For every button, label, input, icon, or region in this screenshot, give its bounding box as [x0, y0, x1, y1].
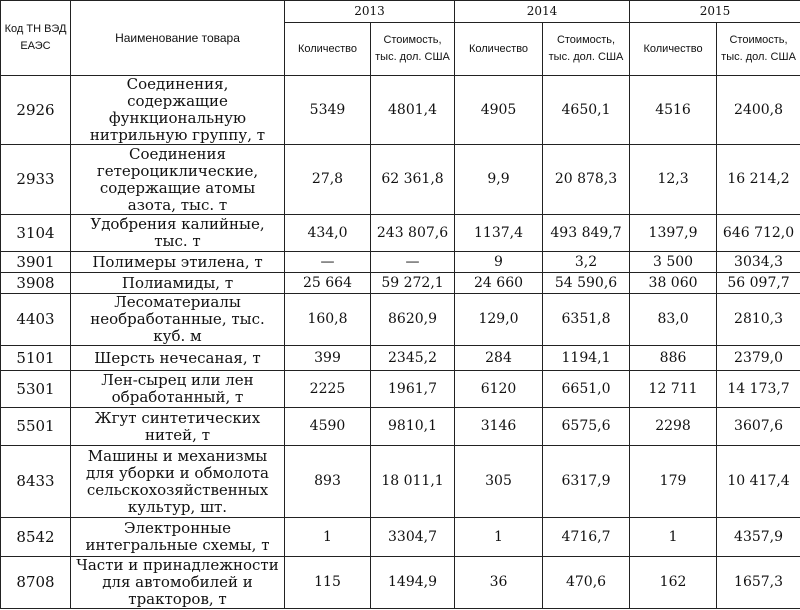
cell-code: 8542	[1, 518, 71, 557]
cell-qty-2014: 305	[455, 446, 543, 518]
cell-cost-2013: 9810,1	[371, 408, 455, 446]
cell-cost-2013: 2345,2	[371, 346, 455, 371]
cell-cost-2013: 4801,4	[371, 76, 455, 145]
cell-cost-2013: 1961,7	[371, 371, 455, 408]
cell-code: 4403	[1, 294, 71, 346]
cell-cost-2014: 20 878,3	[543, 145, 630, 215]
cell-cost-2015: 1657,3	[717, 557, 800, 609]
cell-qty-2014: 9,9	[455, 145, 543, 215]
cell-name: Электронные интегральные схемы, т	[71, 518, 285, 557]
cell-cost-2013: 59 272,1	[371, 273, 455, 294]
table-row	[1, 408, 800, 446]
cell-code: 8433	[1, 446, 71, 518]
header-year-2014: 2014	[455, 1, 630, 23]
cell-qty-2014: 3146	[455, 408, 543, 446]
cell-cost-2014: 470,6	[543, 557, 630, 609]
cell-qty-2014: 9	[455, 252, 543, 273]
cell-cost-2013: 62 361,8	[371, 145, 455, 215]
cell-cost-2014: 493 849,7	[543, 215, 630, 252]
cell-cost-2015: 10 417,4	[717, 446, 800, 518]
cell-code: 5301	[1, 371, 71, 408]
cell-qty-2015: 1	[630, 518, 717, 557]
cell-name: Соединения, содержащие функциональную нитрильную группу, т	[71, 76, 285, 145]
table-row	[1, 518, 800, 557]
header-qty: Количество	[455, 23, 543, 76]
header-cost: Стоимость, тыс. дол. США	[543, 23, 630, 76]
cell-qty-2013: 5349	[285, 76, 371, 145]
cell-cost-2013: —	[371, 252, 455, 273]
cell-name: Машины и механизмы для уборки и обмолота сельскохозяйственных культур, шт.	[71, 446, 285, 518]
cell-qty-2014: 24 660	[455, 273, 543, 294]
cell-qty-2015: 83,0	[630, 294, 717, 346]
cell-name: Жгут синтетических нитей, т	[71, 408, 285, 446]
cell-code: 2933	[1, 145, 71, 215]
cell-code: 3908	[1, 273, 71, 294]
table-row	[1, 145, 800, 215]
cell-qty-2013: 2225	[285, 371, 371, 408]
cell-qty-2014: 1	[455, 518, 543, 557]
cell-cost-2013: 243 807,6	[371, 215, 455, 252]
cell-cost-2015: 3607,6	[717, 408, 800, 446]
cell-qty-2015: 2298	[630, 408, 717, 446]
table-row	[1, 446, 800, 518]
cell-qty-2014: 1137,4	[455, 215, 543, 252]
cell-cost-2013: 1494,9	[371, 557, 455, 609]
table-row	[1, 215, 800, 252]
table-row	[1, 294, 800, 346]
cell-name: Лен-сырец или лен обработанный, т	[71, 371, 285, 408]
cell-qty-2015: 12,3	[630, 145, 717, 215]
header-year-2015: 2015	[630, 1, 800, 23]
cell-code: 2926	[1, 76, 71, 145]
table-row	[1, 252, 800, 273]
cell-cost-2015: 14 173,7	[717, 371, 800, 408]
header-cost: Стоимость, тыс. дол. США	[371, 23, 455, 76]
cell-qty-2015: 179	[630, 446, 717, 518]
cell-qty-2015: 886	[630, 346, 717, 371]
cell-cost-2014: 4650,1	[543, 76, 630, 145]
cell-qty-2013: 160,8	[285, 294, 371, 346]
table-row	[1, 557, 800, 609]
cell-name: Соединения гетероциклические, содержащие атомы азота, тыс. т	[71, 145, 285, 215]
cell-cost-2014: 3,2	[543, 252, 630, 273]
cell-cost-2014: 1194,1	[543, 346, 630, 371]
cell-cost-2015: 56 097,7	[717, 273, 800, 294]
table-row	[1, 371, 800, 408]
cell-name: Лесоматериалы необработанные, тыс. куб. м	[71, 294, 285, 346]
cell-qty-2013: 4590	[285, 408, 371, 446]
cell-qty-2013: 434,0	[285, 215, 371, 252]
cell-qty-2014: 129,0	[455, 294, 543, 346]
cell-cost-2014: 6317,9	[543, 446, 630, 518]
cell-qty-2014: 284	[455, 346, 543, 371]
cell-cost-2014: 6351,8	[543, 294, 630, 346]
cell-cost-2014: 6651,0	[543, 371, 630, 408]
header-cost: Стоимость, тыс. дол. США	[717, 23, 800, 76]
cell-name: Удобрения калийные, тыс. т	[71, 215, 285, 252]
cell-qty-2015: 4516	[630, 76, 717, 145]
header-code: Код ТН ВЭД ЕАЭС	[1, 1, 71, 76]
cell-name: Части и принадлежности для автомобилей и тракторов, т	[71, 557, 285, 609]
cell-qty-2015: 3 500	[630, 252, 717, 273]
cell-code: 5101	[1, 346, 71, 371]
cell-cost-2015: 2400,8	[717, 76, 800, 145]
cell-name: Полимеры этилена, т	[71, 252, 285, 273]
cell-qty-2013: 25 664	[285, 273, 371, 294]
cell-qty-2015: 12 711	[630, 371, 717, 408]
cell-code: 5501	[1, 408, 71, 446]
header-year-2013: 2013	[285, 1, 455, 23]
cell-cost-2014: 4716,7	[543, 518, 630, 557]
table-row	[1, 76, 800, 145]
cell-cost-2013: 3304,7	[371, 518, 455, 557]
cell-cost-2013: 8620,9	[371, 294, 455, 346]
cell-cost-2015: 646 712,0	[717, 215, 800, 252]
cell-qty-2013: 1	[285, 518, 371, 557]
cell-name: Полиамиды, т	[71, 273, 285, 294]
cell-code: 3104	[1, 215, 71, 252]
cell-cost-2015: 4357,9	[717, 518, 800, 557]
header-qty: Количество	[285, 23, 371, 76]
cell-qty-2013: 399	[285, 346, 371, 371]
cell-code: 8708	[1, 557, 71, 609]
cell-qty-2015: 38 060	[630, 273, 717, 294]
cell-cost-2015: 2810,3	[717, 294, 800, 346]
table-row	[1, 273, 800, 294]
cell-qty-2013: 27,8	[285, 145, 371, 215]
cell-qty-2014: 36	[455, 557, 543, 609]
cell-cost-2014: 54 590,6	[543, 273, 630, 294]
header-name: Наименование товара	[71, 1, 285, 76]
table-row	[1, 346, 800, 371]
cell-cost-2014: 6575,6	[543, 408, 630, 446]
cell-qty-2014: 4905	[455, 76, 543, 145]
cell-qty-2013: 893	[285, 446, 371, 518]
cell-code: 3901	[1, 252, 71, 273]
cell-cost-2015: 2379,0	[717, 346, 800, 371]
cell-qty-2015: 162	[630, 557, 717, 609]
cell-qty-2015: 1397,9	[630, 215, 717, 252]
cell-qty-2013: —	[285, 252, 371, 273]
cell-cost-2015: 3034,3	[717, 252, 800, 273]
cell-cost-2013: 18 011,1	[371, 446, 455, 518]
cell-cost-2015: 16 214,2	[717, 145, 800, 215]
cell-qty-2013: 115	[285, 557, 371, 609]
cell-qty-2014: 6120	[455, 371, 543, 408]
cell-name: Шерсть нечесаная, т	[71, 346, 285, 371]
header-qty: Количество	[630, 23, 717, 76]
